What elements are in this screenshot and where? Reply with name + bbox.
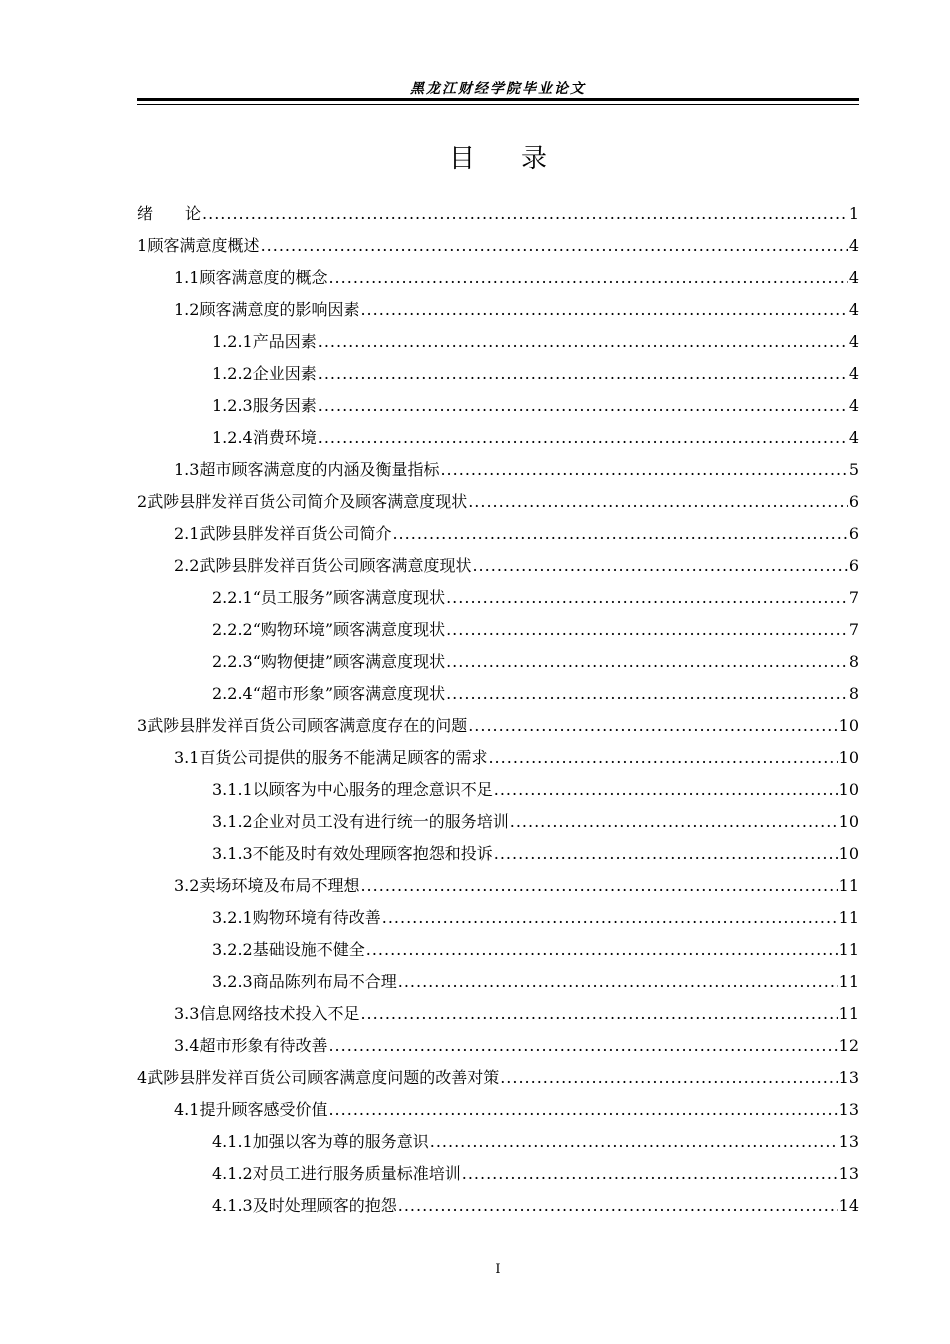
- toc-entry-page: 7: [848, 588, 859, 607]
- toc-entry-title: 信息网络技术投入不足: [199, 1004, 360, 1023]
- toc-entry-page: 4: [848, 332, 859, 351]
- toc-entry-page: 10: [838, 812, 859, 831]
- toc-entry-number: 1.2.4: [212, 428, 253, 447]
- toc-entry[interactable]: [137, 358, 859, 390]
- toc-leader-dots: [360, 294, 847, 326]
- toc-entry-number: 1.1: [174, 268, 200, 287]
- toc-entry-number: 3.4: [174, 1036, 200, 1055]
- toc-entry[interactable]: [137, 1094, 859, 1126]
- toc-entry-number: 3: [137, 716, 148, 735]
- toc-entry[interactable]: [137, 678, 859, 710]
- toc-entry-title: 卖场环境及布局不理想: [199, 876, 360, 895]
- toc-title: [137, 138, 859, 175]
- toc-title-char-2: 录: [521, 144, 548, 174]
- toc-entry[interactable]: [137, 1062, 859, 1094]
- toc-entry-title: 加强以客为尊的服务意识: [252, 1132, 429, 1151]
- toc-entry-number: 1.2.3: [212, 396, 253, 415]
- toc-entry-number: 4.1: [174, 1100, 200, 1119]
- toc-entry-page: 8: [848, 652, 859, 671]
- toc-entry-page: 13: [838, 1100, 859, 1119]
- toc-entry[interactable]: [137, 774, 859, 806]
- toc-leader-dots: [468, 486, 848, 518]
- toc-entry-number: 4.1.2: [212, 1164, 253, 1183]
- toc-entry-number: 2.2.1: [212, 588, 253, 607]
- toc-entry-page: 12: [838, 1036, 859, 1055]
- toc-entry-title: 百货公司提供的服务不能满足顾客的需求: [199, 748, 488, 767]
- toc-entry[interactable]: [137, 230, 859, 262]
- toc-entry[interactable]: [137, 390, 859, 422]
- toc-entry[interactable]: [137, 998, 859, 1030]
- toc-entry-title: 顾客满意度的影响因素: [199, 300, 360, 319]
- toc-entry[interactable]: [137, 1190, 859, 1222]
- toc-entry[interactable]: [137, 870, 859, 902]
- toc-leader-dots: [398, 1190, 838, 1222]
- toc-leader-dots: [446, 582, 848, 614]
- toc-entry[interactable]: [137, 742, 859, 774]
- toc-entry-page: 4: [848, 300, 859, 319]
- toc-entry-number: 3.1: [174, 748, 200, 767]
- toc-entry[interactable]: [137, 902, 859, 934]
- toc-entry[interactable]: [137, 198, 859, 230]
- toc-entry-page: 13: [838, 1164, 859, 1183]
- toc-entry-number: 2.2.3: [212, 652, 253, 671]
- toc-entry-number: 1.3: [174, 460, 200, 479]
- toc-entry[interactable]: [137, 262, 859, 294]
- toc-entry-title: 武陟县胖发祥百货公司简介及顾客满意度现状: [147, 492, 468, 511]
- toc-leader-dots: [360, 870, 837, 902]
- toc-leader-dots: [318, 422, 848, 454]
- toc-entry-page: 11: [838, 908, 859, 927]
- toc-entry-page: 6: [848, 556, 859, 575]
- toc-entry[interactable]: [137, 838, 859, 870]
- toc-leader-dots: [261, 230, 848, 262]
- toc-entry-title: 顾客满意度的概念: [199, 268, 328, 287]
- toc-entry-page: 6: [848, 524, 859, 543]
- toc-entry[interactable]: [137, 294, 859, 326]
- toc-leader-dots: [430, 1126, 838, 1158]
- toc-leader-dots: [500, 1062, 837, 1094]
- toc-entry-title: 提升顾客感受价值: [199, 1100, 328, 1119]
- toc-entry-page: 1: [848, 204, 859, 223]
- toc-entry-number: 2.1: [174, 524, 200, 543]
- toc-entry-number: 4.1.3: [212, 1196, 253, 1215]
- toc-entry-number: 3.2.2: [212, 940, 253, 959]
- toc-entry-title: 超市形象有待改善: [199, 1036, 328, 1055]
- toc-entry-title: 武陟县胖发祥百货公司简介: [199, 524, 392, 543]
- toc-leader-dots: [446, 646, 848, 678]
- toc-leader-dots: [328, 1094, 837, 1126]
- toc-entry-page: 4: [848, 236, 859, 255]
- toc-leader-dots: [440, 454, 847, 486]
- toc-entry[interactable]: [137, 806, 859, 838]
- toc-entry-title: “购物环境”顾客满意度现状: [252, 620, 446, 639]
- toc-entry-number: 3.1.2: [212, 812, 253, 831]
- toc-entry[interactable]: [137, 966, 859, 998]
- toc-entry[interactable]: [137, 326, 859, 358]
- toc-entry-page: 4: [848, 268, 859, 287]
- toc-entry[interactable]: [137, 454, 859, 486]
- toc-entry-page: 11: [838, 1004, 859, 1023]
- toc-leader-dots: [382, 902, 838, 934]
- toc-entry[interactable]: [137, 582, 859, 614]
- toc-leader-dots: [360, 998, 837, 1030]
- header-rule-thick: [137, 98, 859, 101]
- toc-entry-number: 4: [137, 1068, 148, 1087]
- toc-entry-number: 3.3: [174, 1004, 200, 1023]
- toc-entry-title: 消费环境: [252, 428, 317, 447]
- toc-entry[interactable]: [137, 614, 859, 646]
- toc-entry[interactable]: [137, 518, 859, 550]
- toc-entry-number: 3.1.1: [212, 780, 253, 799]
- toc-entry-title: 绪 论: [137, 204, 202, 223]
- toc-entry-page: 10: [838, 748, 859, 767]
- toc-entry-title: “员工服务”顾客满意度现状: [252, 588, 446, 607]
- toc-entry[interactable]: [137, 1158, 859, 1190]
- toc-entry[interactable]: [137, 646, 859, 678]
- toc-entry-number: 3.2.1: [212, 908, 253, 927]
- toc-entry-title: “购物便捷”顾客满意度现状: [252, 652, 446, 671]
- toc-entry-page: 13: [838, 1132, 859, 1151]
- toc-entry-title: 顾客满意度概述: [147, 236, 260, 255]
- toc-entry-page: 8: [848, 684, 859, 703]
- toc-entry[interactable]: [137, 934, 859, 966]
- toc-leader-dots: [328, 1030, 837, 1062]
- toc-entry-title: 企业因素: [252, 364, 317, 383]
- toc-entry-number: 2.2: [174, 556, 200, 575]
- toc-entry-title: “超市形象”顾客满意度现状: [252, 684, 446, 703]
- toc-leader-dots: [318, 390, 848, 422]
- toc-leader-dots: [462, 1158, 838, 1190]
- toc-leader-dots: [392, 518, 847, 550]
- toc-leader-dots: [328, 262, 847, 294]
- toc-leader-dots: [446, 614, 848, 646]
- toc-leader-dots: [318, 326, 848, 358]
- toc-entry-page: 10: [838, 716, 859, 735]
- toc-entry[interactable]: [137, 550, 859, 582]
- toc-leader-dots: [488, 742, 837, 774]
- toc-entry-title: 不能及时有效处理顾客抱怨和投诉: [252, 844, 493, 863]
- toc-entry-page: 10: [838, 780, 859, 799]
- toc-leader-dots: [472, 550, 847, 582]
- toc-entry-number: 1.2: [174, 300, 200, 319]
- toc-entry-number: 2: [137, 492, 148, 511]
- table-of-contents: [137, 198, 859, 1222]
- toc-entry-page: 10: [838, 844, 859, 863]
- toc-entry-title: 武陟县胖发祥百货公司顾客满意度存在的问题: [147, 716, 468, 735]
- toc-entry-number: 2.2.4: [212, 684, 253, 703]
- toc-entry-number: 3.1.3: [212, 844, 253, 863]
- toc-entry-number: 1.2.1: [212, 332, 253, 351]
- toc-entry-page: 13: [838, 1068, 859, 1087]
- toc-entry-title: 服务因素: [252, 396, 317, 415]
- toc-entry[interactable]: [137, 422, 859, 454]
- toc-entry-page: 11: [838, 940, 859, 959]
- toc-entry-page: 7: [848, 620, 859, 639]
- toc-entry-title: 武陟县胖发祥百货公司顾客满意度现状: [199, 556, 472, 575]
- toc-entry-number: 3.2: [174, 876, 200, 895]
- header-rule-thin: [137, 104, 859, 105]
- toc-entry-page: 4: [848, 364, 859, 383]
- toc-entry-title: 超市顾客满意度的内涵及衡量指标: [199, 460, 440, 479]
- toc-entry[interactable]: [137, 1126, 859, 1158]
- toc-leader-dots: [366, 934, 838, 966]
- toc-leader-dots: [494, 838, 838, 870]
- page-number: I: [495, 1262, 501, 1277]
- toc-entry[interactable]: [137, 486, 859, 518]
- toc-entry-title: 基础设施不健全: [252, 940, 365, 959]
- toc-entry-page: 4: [848, 396, 859, 415]
- toc-entry-title: 以顾客为中心服务的理念意识不足: [252, 780, 493, 799]
- toc-leader-dots: [510, 806, 838, 838]
- toc-entry-page: 11: [838, 972, 859, 991]
- toc-entry-number: 4.1.1: [212, 1132, 253, 1151]
- toc-entry-page: 5: [848, 460, 859, 479]
- toc-entry-page: 6: [848, 492, 859, 511]
- toc-entry-number: 1.2.2: [212, 364, 253, 383]
- toc-entry-page: 4: [848, 428, 859, 447]
- toc-entry-number: 2.2.2: [212, 620, 253, 639]
- toc-leader-dots: [318, 358, 848, 390]
- toc-entry-title: 对员工进行服务质量标准培训: [252, 1164, 461, 1183]
- toc-entry-title: 及时处理顾客的抱怨: [252, 1196, 397, 1215]
- toc-entry-title: 商品陈列布局不合理: [252, 972, 397, 991]
- toc-entry[interactable]: [137, 710, 859, 742]
- toc-leader-dots: [202, 198, 848, 230]
- toc-entry-title: 武陟县胖发祥百货公司顾客满意度问题的改善对策: [147, 1068, 500, 1087]
- toc-entry-number: 1: [137, 236, 148, 255]
- toc-leader-dots: [446, 678, 848, 710]
- toc-entry-page: 14: [838, 1196, 859, 1215]
- running-header: 黑龙江财经学院毕业论文: [410, 81, 586, 97]
- toc-entry-number: 3.2.3: [212, 972, 253, 991]
- toc-leader-dots: [494, 774, 838, 806]
- toc-leader-dots: [468, 710, 837, 742]
- toc-entry-title: 购物环境有待改善: [252, 908, 381, 927]
- toc-leader-dots: [398, 966, 838, 998]
- toc-title-char-1: 目: [448, 144, 475, 174]
- toc-entry-title: 产品因素: [252, 332, 317, 351]
- toc-entry-page: 11: [838, 876, 859, 895]
- toc-entry-title: 企业对员工没有进行统一的服务培训: [252, 812, 509, 831]
- toc-entry[interactable]: [137, 1030, 859, 1062]
